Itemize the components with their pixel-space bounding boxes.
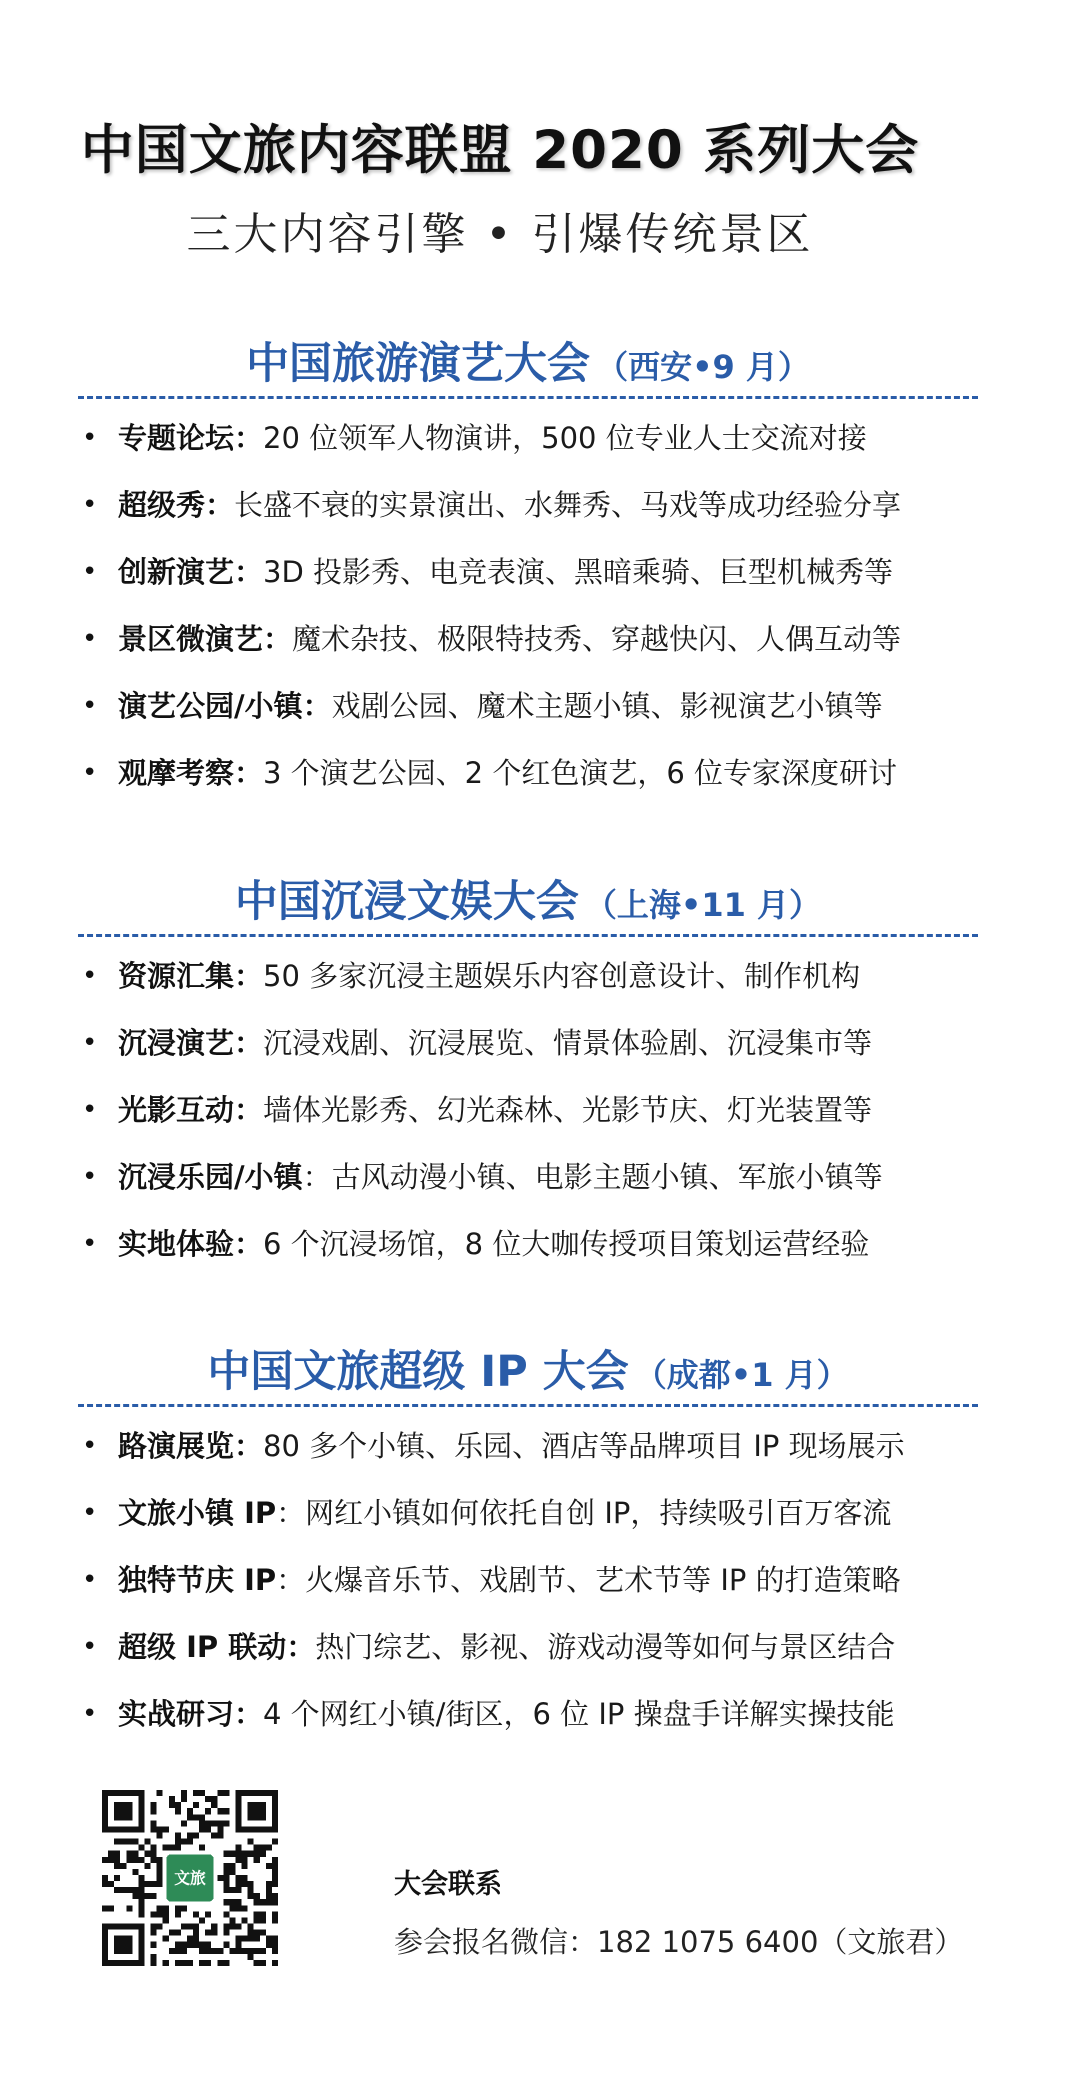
list-item [78, 943, 978, 1010]
list-item [78, 740, 978, 807]
section-header [78, 1338, 978, 1396]
bullet-icon: • [82, 1565, 98, 1595]
dashed-divider [78, 934, 978, 937]
section-super-ip [78, 1338, 978, 1748]
bullet-icon: • [82, 1028, 98, 1058]
contact-wechat: 参会报名微信：182 1075 6400（文旅君） [394, 1925, 964, 1959]
dashed-divider [78, 396, 978, 399]
item-label: 沉浸演艺： [118, 1026, 264, 1060]
list-item [78, 1144, 978, 1211]
list-item [78, 405, 978, 472]
section-tourism-performing-arts [78, 330, 978, 807]
item-label: 光影互动： [118, 1093, 264, 1127]
item-label: 超级 IP 联动： [118, 1630, 316, 1664]
list-item [78, 1211, 978, 1278]
item-text: 80 多个小镇、乐园、酒店等品牌项目 IP 现场展示 [263, 1429, 905, 1463]
item-text: 沉浸戏剧、沉浸展览、情景体验剧、沉浸集市等 [263, 1026, 873, 1060]
qr-code-icon[interactable] [102, 1790, 278, 1966]
item-label: 专题论坛： [118, 421, 264, 455]
list-item [78, 673, 978, 740]
list-item [78, 1547, 978, 1614]
item-label: 实地体验： [118, 1227, 264, 1261]
item-label: 超级秀： [118, 488, 235, 522]
item-text: 热门综艺、影视、游戏动漫等如何与景区结合 [315, 1630, 896, 1664]
item-text: 3 个演艺公园、2 个红色演艺，6 位专家深度研讨 [263, 756, 898, 790]
item-label: 路演展览： [118, 1429, 264, 1463]
bullet-icon: • [82, 1431, 98, 1461]
list-item [78, 1681, 978, 1748]
item-label: 观摩考察： [118, 756, 264, 790]
item-text: 戏剧公园、魔术主题小镇、影视演艺小镇等 [331, 689, 883, 723]
item-list [78, 405, 978, 807]
page-title: 中国文旅内容联盟 2020 系列大会 [80, 120, 920, 181]
section-header [78, 868, 978, 926]
dashed-divider [78, 1404, 978, 1407]
list-item [78, 1614, 978, 1681]
item-text: 50 多家沉浸主题娱乐内容创意设计、制作机构 [263, 959, 861, 993]
item-label: 资源汇集： [118, 959, 264, 993]
item-text: 3D 投影秀、电竞表演、黑暗乘骑、巨型机械秀等 [263, 555, 894, 589]
item-list [78, 943, 978, 1278]
list-item [78, 1010, 978, 1077]
item-text: 墙体光影秀、幻光森林、光影节庆、灯光装置等 [263, 1093, 873, 1127]
section-title: 中国沉浸文娱大会 [234, 877, 579, 927]
section-note: （上海•11 月） [584, 886, 822, 924]
item-label: 实战研习： [118, 1697, 264, 1731]
section-immersive-entertainment [78, 868, 978, 1278]
bullet-icon: • [82, 423, 98, 453]
list-item [78, 472, 978, 539]
section-note: （成都•1 月） [634, 1356, 849, 1394]
item-text: ：火爆音乐节、戏剧节、艺术节等 IP 的打造策略 [276, 1563, 901, 1597]
item-label: 沉浸乐园/小镇 [118, 1160, 303, 1194]
item-text: 4 个网红小镇/街区，6 位 IP 操盘手详解实操技能 [263, 1697, 895, 1731]
bullet-icon: • [82, 557, 98, 587]
contact-title: 大会联系 [394, 1869, 502, 1900]
bullet-icon: • [82, 1095, 98, 1125]
item-label: 文旅小镇 IP [118, 1496, 277, 1530]
bullet-icon: • [82, 1699, 98, 1729]
item-label: 景区微演艺： [118, 622, 293, 656]
bullet-icon: • [82, 691, 98, 721]
bullet-icon: • [82, 490, 98, 520]
bullet-icon: • [82, 1498, 98, 1528]
list-item [78, 1480, 978, 1547]
item-label: 独特节庆 IP [118, 1563, 277, 1597]
section-title: 中国文旅超级 IP 大会 [207, 1347, 629, 1397]
list-item [78, 1413, 978, 1480]
list-item [78, 606, 978, 673]
bullet-icon: • [82, 1632, 98, 1662]
list-item [78, 539, 978, 606]
item-text: ：网红小镇如何依托自创 IP，持续吸引百万客流 [276, 1496, 892, 1530]
item-text: 魔术杂技、极限特技秀、穿越快闪、人偶互动等 [292, 622, 902, 656]
bullet-icon: • [82, 1162, 98, 1192]
bullet-icon: • [82, 1229, 98, 1259]
section-title: 中国旅游演艺大会 [246, 339, 591, 389]
item-text: 6 个沉浸场馆，8 位大咖传授项目策划运营经验 [263, 1227, 870, 1261]
qr-logo-text: 文旅 [174, 1868, 206, 1888]
bullet-icon: • [82, 624, 98, 654]
item-text: 长盛不衰的实景演出、水舞秀、马戏等成功经验分享 [234, 488, 902, 522]
item-list [78, 1413, 978, 1748]
section-note: （西安•9 月） [596, 348, 810, 386]
item-label: 创新演艺： [118, 555, 264, 589]
list-item [78, 1077, 978, 1144]
item-text: ：古风动漫小镇、电影主题小镇、军旅小镇等 [302, 1160, 883, 1194]
page-subtitle: 三大内容引擎 • 引爆传统景区 [186, 209, 814, 260]
bullet-icon: • [82, 961, 98, 991]
bullet-icon: • [82, 758, 98, 788]
item-label: 演艺公园/小镇： [118, 689, 332, 723]
section-header [78, 330, 978, 388]
item-text: 20 位领军人物演讲，500 位专业人士交流对接 [263, 421, 867, 455]
